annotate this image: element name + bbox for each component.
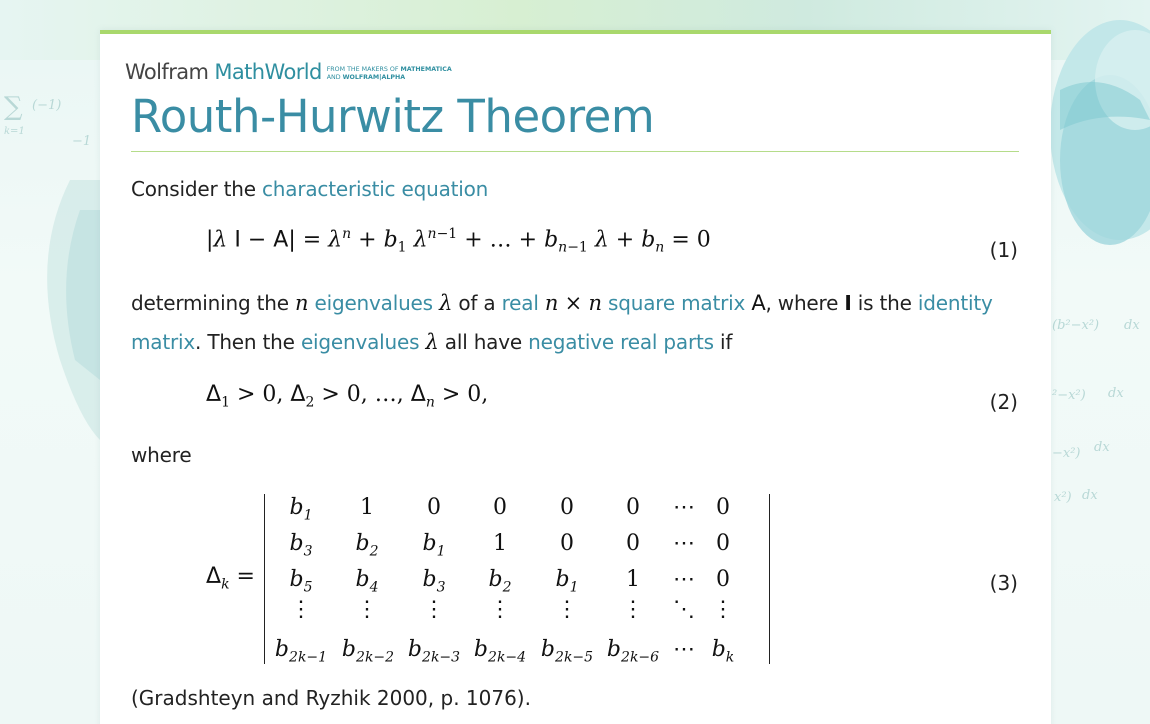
logo-tagline: [327, 66, 452, 81]
determinant-left-bar: [264, 494, 265, 664]
determinant-right-bar: [769, 494, 770, 664]
background-formula-right-2: dx: [1124, 318, 1140, 333]
matrix-cell: $b_1$: [289, 495, 313, 524]
link-negative-real-parts[interactable]: negative real parts: [528, 330, 714, 354]
page-title: Routh-Hurwitz Theorem: [131, 90, 655, 143]
matrix-cell: 1: [360, 495, 374, 520]
matrix-cell: ⋯: [673, 531, 695, 556]
determinant-lhs: $\Delta_k$ =: [206, 564, 255, 593]
link-characteristic-equation[interactable]: characteristic equation: [262, 177, 489, 201]
site-logo[interactable]: [125, 60, 452, 84]
tagline-bold-2: WOLFRAM|ALPHA: [342, 73, 406, 81]
equation-2: $\Delta_1 > 0$, $\Delta_2 > 0$, …, $\Delta_n > 0$,: [206, 382, 489, 411]
link-eigenvalues-2[interactable]: eigenvalues: [300, 330, 420, 354]
matrix-cell: ⋯: [673, 567, 695, 592]
logo-mathworld-text: MathWorld: [214, 60, 322, 84]
background-decoration-left: [0, 60, 110, 480]
matrix-cell: ⋮: [556, 597, 578, 622]
link-square-matrix[interactable]: square matrix: [608, 291, 746, 315]
matrix-cell: 1: [493, 531, 507, 556]
matrix-cell: 0: [560, 495, 574, 520]
matrix-cell: ⋮: [423, 597, 445, 622]
logo-tagline-line1: [327, 66, 452, 74]
matrix-cell: 1: [626, 567, 640, 592]
citation: (Gradshteyn and Ryzhik 2000, p. 1076).: [131, 686, 531, 710]
matrix-cell: ⋯: [673, 495, 695, 520]
matrix-cell: $b_{2k-2}$: [341, 637, 395, 666]
matrix-cell: 0: [560, 531, 574, 556]
matrix-cell: 0: [716, 567, 730, 592]
matrix-cell: ⋮: [489, 597, 511, 622]
matrix-cell: ⋱: [673, 597, 695, 622]
matrix-cell: 0: [427, 495, 441, 520]
background-formula-right-3: ²−x²): [1052, 388, 1086, 403]
para2-text-5: . Then the: [195, 330, 301, 354]
link-identity-matrix-part1[interactable]: identity: [917, 291, 993, 315]
matrix-cell: $b_{2k-6}$: [606, 637, 660, 666]
matrix-cell: $b_{2k-4}$: [473, 637, 527, 666]
background-formula-left-2: (−1): [32, 98, 62, 113]
background-formula-left-3: k=1: [4, 126, 25, 137]
link-real[interactable]: real: [501, 291, 539, 315]
matrix-cell: $b_4$: [355, 567, 379, 596]
background-formula-right-6: dx: [1094, 440, 1110, 455]
equation-2-number: (2): [989, 390, 1018, 414]
logo-wolfram-text: Wolfram: [125, 60, 209, 84]
title-divider: [131, 151, 1019, 152]
matrix-cell: $b_{2k-1}$: [274, 637, 328, 666]
matrix-cell: $b_{2k-5}$: [540, 637, 594, 666]
background-formula-right-1: (b²−x²): [1052, 318, 1100, 333]
math-lambda-2: λ: [425, 330, 439, 354]
math-lambda: λ: [439, 291, 453, 315]
matrix-cell: $b_3$: [289, 531, 313, 560]
matrix-cell: $b_2$: [488, 567, 512, 596]
link-identity-matrix-part2[interactable]: matrix: [131, 330, 195, 354]
matrix-cell: 0: [626, 531, 640, 556]
tagline-prefix-1: FROM THE MAKERS OF: [326, 66, 401, 73]
matrix-cell: ⋮: [712, 597, 734, 622]
matrix-cell: ⋮: [622, 597, 644, 622]
paragraph-eigenvalues: [131, 284, 993, 362]
math-I: I: [844, 291, 852, 315]
matrix-cell: 0: [716, 531, 730, 556]
background-formula-right-4: dx: [1108, 386, 1124, 401]
matrix-cell: 0: [493, 495, 507, 520]
matrix-cell: ⋮: [356, 597, 378, 622]
matrix-cell: ⋮: [290, 597, 312, 622]
para2-text-7: if: [713, 330, 733, 354]
matrix-cell: $b_2$: [355, 531, 379, 560]
article-card: [100, 30, 1051, 724]
math-A: A: [751, 291, 766, 315]
logo-tagline-line2: [327, 74, 452, 82]
intro-paragraph: [131, 170, 488, 209]
background-formula-right-7: x²): [1054, 490, 1072, 505]
para2-text-3: , where: [765, 291, 845, 315]
matrix-cell: $b_{2k-3}$: [407, 637, 461, 666]
matrix-cell: ⋯: [673, 637, 695, 662]
matrix-cell: $b_1$: [555, 567, 579, 596]
intro-text: Consider the: [131, 177, 263, 201]
tagline-prefix-2: AND: [326, 73, 343, 81]
background-formula-right-8: dx: [1082, 488, 1098, 503]
tagline-bold-1: MATHEMATICA: [400, 66, 452, 73]
matrix-cell: 0: [716, 495, 730, 520]
background-formula-right-5: −x²): [1052, 446, 1081, 461]
math-n: n: [295, 291, 309, 315]
math-n-by-n: n × n: [544, 291, 602, 315]
matrix-cell: $b_3$: [422, 567, 446, 596]
matrix-cell: $b_5$: [289, 567, 313, 596]
background-formula-left: ∑: [4, 92, 23, 122]
background-formula-left-4: −1: [72, 134, 92, 149]
para2-text-2: of a: [452, 291, 502, 315]
para2-text-4: is the: [851, 291, 918, 315]
para2-text-6: all have: [438, 330, 529, 354]
link-eigenvalues[interactable]: eigenvalues: [314, 291, 433, 315]
matrix-cell: $b_k$: [711, 637, 735, 666]
equation-1: |λ $I - A| = \lambda^n + b_1$ $\lambda^{n-1}$ + … + $b_{n-1}$ $\lambda + b_n = 0$: [206, 226, 711, 256]
matrix-cell: 0: [626, 495, 640, 520]
matrix-cell: $b_1$: [422, 531, 446, 560]
where-text: where: [131, 443, 192, 467]
equation-3-number: (3): [989, 571, 1018, 595]
para2-text-1: determining the: [131, 291, 295, 315]
equation-1-number: (1): [989, 238, 1018, 262]
